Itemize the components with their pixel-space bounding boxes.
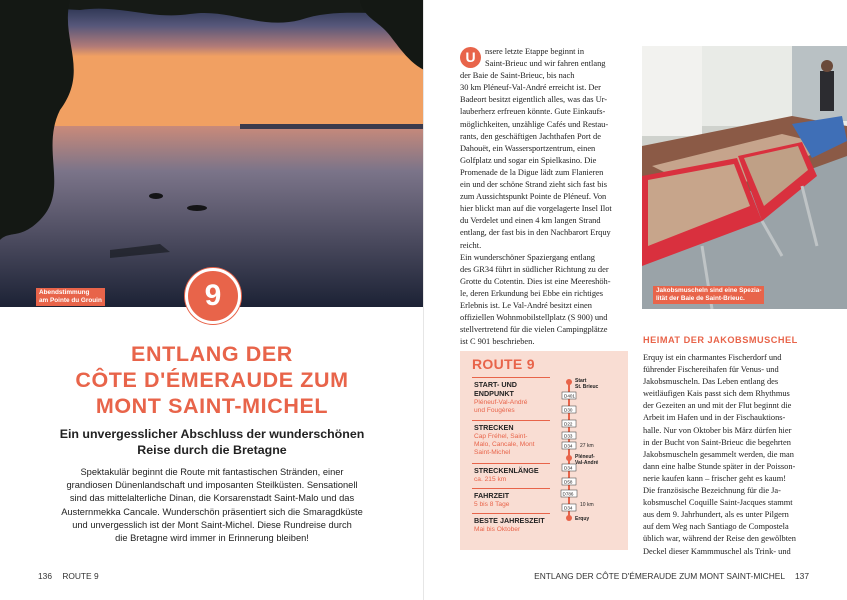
km-label: 27 km: [580, 443, 594, 449]
footer-right: [526, 571, 809, 581]
body-line: der Gezeiten an und mit der Flut beginnt die: [643, 401, 792, 411]
strecken-label: STRECKEN: [474, 423, 514, 432]
road-label: D58: [564, 479, 573, 485]
body-line: lauberherz erfreuen könnte. Gute Einkaufs-: [460, 107, 606, 117]
body-column-1: [460, 46, 638, 348]
intro-paragraph: [30, 466, 394, 545]
intro-line: Spektakulär beginnt die Route mit fantastischen Stränden, einer: [80, 467, 344, 477]
divider: [472, 488, 550, 489]
body-line: halle. Nur von Oktober bis März dürfen hier: [643, 425, 792, 435]
body-line: kobsmuschel Coquille Saint-Jacques stammt: [643, 498, 793, 508]
title-line: CÔTE D'ÉMERAUDE ZUM: [75, 368, 349, 392]
jahreszeit-value: Mai bis Oktober: [474, 526, 521, 533]
label-line: ENDPUNKT: [474, 388, 514, 398]
start-label: [474, 381, 517, 398]
map-mid-line1: Pléneuf-: [575, 454, 595, 460]
caption-line: Jakobsmuscheln sind eine Spezia-: [656, 287, 762, 294]
body-line: nsere letzte Etappe beginnt in: [485, 47, 585, 56]
body-line: möglichkeiten, unzählige Cafés und Restau-: [460, 119, 609, 129]
road-label: D22: [564, 421, 573, 427]
body-line: Arbeit im Hafen und in der Fischauktions-: [643, 413, 786, 423]
map-end-label: Erquy: [575, 516, 590, 522]
body-line: Die französische Bezeichnung für die Ja-: [643, 486, 781, 496]
body-line: Jakobsmuscheln gesammelt werden, die man: [643, 449, 794, 459]
caption-line: lität der Baie de Saint-Brieuc.: [656, 295, 745, 302]
body-line: entlang, der fast bis in den Nachbarort Erquy: [460, 228, 611, 238]
sunset-illustration: [0, 0, 424, 307]
body-line: aus dem 9. Jahrhundert, als es unter Pilgern: [643, 510, 789, 520]
page-number: 136: [38, 571, 52, 581]
value-line: Pléneuf-Val-André: [474, 399, 528, 406]
photo-caption: [36, 288, 105, 306]
map-start-line1: Start: [575, 378, 587, 384]
laenge-label: STRECKENLÄNGE: [474, 466, 539, 475]
intro-line: die Bretagne wird immer in Erinnerung bleiben!: [115, 533, 309, 544]
body-line: hier blickt man auf die vorgelagerte Insel Ilot: [460, 204, 612, 214]
map-start-line2: St. Brieuc: [575, 384, 599, 390]
footer-section: ENTLANG DER CÔTE D'ÉMERAUDE ZUM MONT SAINT-MICHEL: [534, 571, 785, 581]
photo-caption: [653, 286, 764, 304]
caption-line: am Pointe du Grouin: [39, 297, 102, 304]
body-line: stellvertretend für die vielen Campingplätze: [460, 325, 608, 335]
market-photo: [642, 46, 847, 309]
body-line: Promenade de la Digue lädt zum Flanieren: [460, 167, 604, 177]
footer-left: [38, 571, 107, 581]
body-line: weitläufigen Kais passt sich dem Rhythmus: [643, 389, 790, 399]
body-line: führender Fischereihafen für Venus- und: [643, 365, 779, 375]
body-line: Deckel dieser Kammmuschel als Trink- und: [643, 546, 791, 556]
value-line: und Fougères: [474, 407, 515, 415]
body-line: des GR34 führt in südlicher Richtung zu der: [460, 264, 609, 274]
route-number-badge: 9: [185, 268, 241, 324]
road-label: D30: [564, 407, 573, 413]
sunset-photo: [0, 0, 424, 307]
body-column-2: [643, 352, 823, 558]
body-line: Golfplatz und sogar ein Spielkasino. Die: [460, 155, 597, 165]
fahrzeit-label: FAHRZEIT: [474, 491, 510, 500]
jahreszeit-label: BESTE JAHRESZEIT: [474, 516, 545, 525]
chapter-title: [60, 341, 364, 419]
km-label: 10 km: [580, 502, 594, 508]
road-label: D786: [562, 491, 574, 497]
body-line: reicht.: [460, 240, 482, 250]
body-line: üblich war, während der Reise den gewölbten: [643, 534, 796, 544]
road-label: D34: [564, 465, 573, 471]
body-line: in der Bucht von Saint-Brieuc die begehrten: [643, 437, 791, 447]
body-line: nerie kaufen kann – frischer geht es kaum!: [643, 473, 787, 483]
intro-line: sind das mittelalterliche Dinan, die Korsarenstadt Saint-Malo und das: [69, 493, 355, 504]
divider: [472, 420, 550, 421]
body-line: Ein wunderschöner Spaziergang entlang: [460, 252, 595, 262]
title-line: ENTLANG DER: [131, 342, 293, 366]
fahrzeit-value: 5 bis 8 Tage: [474, 501, 510, 508]
mid-marker: [566, 455, 572, 461]
body-line: zum Aussichtspunkt Pointe de Pléneuf. Von: [460, 192, 607, 202]
subtitle-line: Reise durch die Bretagne: [137, 443, 287, 457]
strecken-value: [474, 433, 534, 458]
map-mid-line2: Val-André: [575, 460, 599, 466]
start-marker: [566, 379, 572, 385]
page-number: 137: [795, 571, 809, 581]
footer-section: ROUTE 9: [62, 571, 99, 581]
road-label: D401: [564, 393, 575, 399]
road-label: D34: [564, 443, 573, 449]
value-line: Cap Fréhel, Saint-: [474, 433, 528, 440]
title-line: MONT SAINT-MICHEL: [95, 394, 329, 418]
body-line: offiziellen Wohnmobilstellplatz (S 900) und: [460, 313, 608, 323]
intro-line: grandiosen Dünenlandschaft und imposanten Steilküsten. Sensationell: [66, 480, 358, 491]
body-line: der Baie de Saint-Brieuc, bis nach: [460, 71, 575, 81]
body-line: Grotte du Cotentin. Dies ist eine Meereshöh-: [460, 276, 611, 286]
chapter-subtitle: [50, 426, 374, 458]
body-line: Erquy ist ein charmantes Fischerdorf und: [643, 353, 782, 362]
body-line: rants, den geschäftigen Jachthafen Port de: [460, 131, 601, 141]
body-line: ein und der schöne Strand zieht sich fast bis: [460, 180, 607, 190]
value-line: Saint-Michel: [474, 449, 511, 457]
laenge-value: ca. 215 km: [474, 476, 507, 483]
divider: [472, 463, 550, 464]
label-line: START- UND: [474, 380, 517, 389]
end-marker: [566, 515, 572, 521]
body-line: Badeort besitzt eigentlich alles, was das Ur-: [460, 95, 608, 105]
divider: [472, 513, 550, 514]
body-line: auf dem Weg nach Santiago de Compostela: [643, 522, 789, 532]
road-label: D33: [564, 433, 573, 439]
body-line: Erlebnis ist. Le Val-André besitzt einen: [460, 300, 592, 310]
start-value: [474, 399, 527, 415]
body-line: Saint-Brieuc und wir fahren entlang: [485, 59, 606, 69]
body-line: 30 km Pléneuf-Val-André erreicht ist. Der: [460, 83, 601, 93]
value-line: Malo, Cancale, Mont: [474, 441, 535, 449]
right-page: [424, 0, 847, 600]
route-map: [560, 378, 620, 528]
body-line: dann eine halbe Stunde später in der Poisson-: [643, 461, 796, 471]
intro-line: und unvergesslich ist der Mont Saint-Michel. Diese Rundreise durch: [72, 519, 352, 530]
caption-line: Abendstimmung: [39, 289, 90, 296]
road-label: D34: [564, 505, 573, 511]
subtitle-line: Ein unvergesslicher Abschluss der wunderschönen: [59, 427, 365, 441]
route-box-title: ROUTE 9: [472, 356, 535, 372]
body-line: du Verdelet und einen 4 km langen Strand: [460, 216, 601, 226]
dropcap: U: [460, 47, 481, 68]
body-line: le, deren Erkundung bei Ebbe ein richtiges: [460, 288, 604, 298]
fish-market-illustration: [642, 46, 847, 309]
body-line: ist C 901 beschrieben.: [460, 337, 535, 347]
body-line: Dahouët, ein Wassersportzentrum, einen: [460, 143, 596, 153]
body-line: Jakobsmuscheln. Das Leben entlang des: [643, 377, 779, 387]
section-heading: HEIMAT DER JAKOBSMUSCHEL: [643, 335, 798, 345]
divider: [472, 377, 550, 378]
intro-line: Austernmekka Cancale. Wunderschön präsentiert sich die Smaragdküste: [61, 506, 363, 517]
